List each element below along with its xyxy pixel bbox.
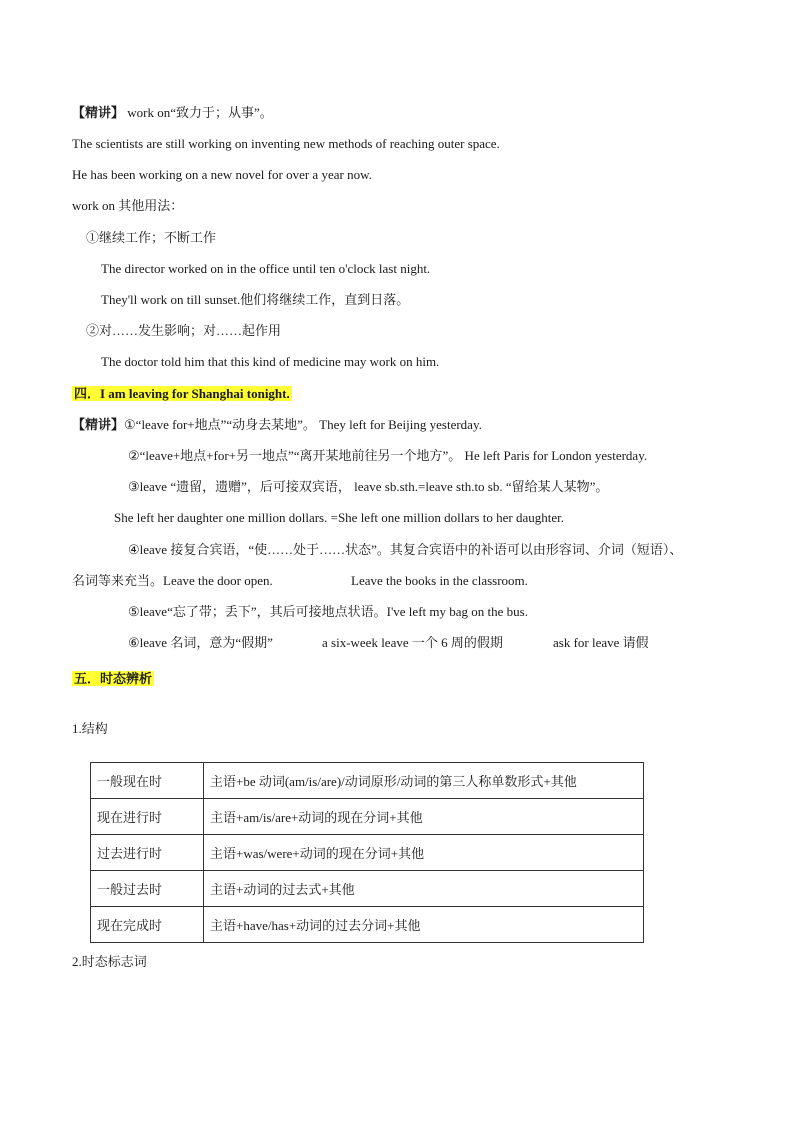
table-row <box>91 835 644 871</box>
tense-cell: 过去进行时 <box>91 835 204 871</box>
marker-words-subheading: 2.时态标志词 <box>72 954 147 969</box>
sense-1-example-1: The director worked on in the office until ten o'clock last night. <box>101 261 431 276</box>
structure-subheading: 1.结构 <box>72 721 108 736</box>
section-4-point-6-example-2: ask for leave 请假 <box>553 635 649 650</box>
section-4-point-4: ④leave 接复合宾语，“使……处于……状态”。其复合宾语中的补语可以由形容词、介词（短语）、 <box>128 542 683 557</box>
tense-cell: 一般过去时 <box>91 871 204 907</box>
sense-1-example-2: They'll work on till sunset.他们将继续工作，直到日落。 <box>101 292 410 307</box>
structure-cell: 主语+动词的过去式+其他 <box>204 871 644 907</box>
sense-1: ①继续工作；不断工作 <box>86 230 217 245</box>
section-5-title-line <box>72 670 154 688</box>
other-uses-label: work on 其他用法： <box>72 198 184 213</box>
section-4-point-6-example-1: a six-week leave 一个 6 周的假期 <box>322 635 503 650</box>
section-4-title: 四．I am leaving for Shanghai tonight. <box>74 386 290 401</box>
sense-2: ②对……发生影响；对……起作用 <box>86 323 282 338</box>
table-row <box>91 871 644 907</box>
intro-heading-line <box>72 104 273 122</box>
section-4-label: 【精讲】 <box>72 417 125 432</box>
section-4-point-4-cont: 名词等来充当。Leave the door open. <box>72 573 273 588</box>
structure-cell: 主语+have/has+动词的过去分词+其他 <box>204 907 644 943</box>
table-row <box>91 763 644 799</box>
tense-structure-table <box>90 762 644 943</box>
structure-cell: 主语+be 动词(am/is/are)/动词原形/动词的第三人称单数形式+其他 <box>204 763 644 799</box>
intro-example-2: He has been working on a new novel for over a year now. <box>72 167 372 182</box>
intro-heading-text: work on“致力于；从事”。 <box>127 105 273 120</box>
tense-cell: 现在完成时 <box>91 907 204 943</box>
table-row <box>91 799 644 835</box>
section-4-point-3-example: She left her daughter one million dollars. =She left one million dollars to her daughter. <box>114 510 564 525</box>
section-4-title-line <box>72 385 292 403</box>
tense-cell: 一般现在时 <box>91 763 204 799</box>
section-5-title: 五．时态辨析 <box>74 671 153 686</box>
intro-example-1: The scientists are still working on inventing new methods of reaching outer space. <box>72 136 500 151</box>
section-4-point-2: ②“leave+地点+for+另一地点”“离开某地前往另一个地方”。 He left Paris for London yesterday. <box>128 448 648 463</box>
structure-cell: 主语+was/were+动词的现在分词+其他 <box>204 835 644 871</box>
section-4-point-3: ③leave “遗留，遗赠”，后可接双宾语， leave sb.sth.=leave sth.to sb. “留给某人某物”。 <box>128 479 609 494</box>
section-4-point-6: ⑥leave 名词，意为“假期” <box>128 635 273 650</box>
table-row <box>91 907 644 943</box>
sense-2-example: The doctor told him that this kind of medicine may work on him. <box>101 354 440 369</box>
intro-heading-label: 【精讲】 <box>72 105 125 120</box>
tense-cell: 现在进行时 <box>91 799 204 835</box>
section-4-point-4-example-2: Leave the books in the classroom. <box>351 573 528 588</box>
section-4-point-1: ①“leave for+地点”“动身去某地”。 They left for Beijing yesterday. <box>124 417 482 432</box>
section-4-point-5: ⑤leave“忘了带；丢下”，其后可接地点状语。I've left my bag on the bus. <box>128 604 528 619</box>
structure-cell: 主语+am/is/are+动词的现在分词+其他 <box>204 799 644 835</box>
section-4-point-1-line <box>72 416 482 434</box>
